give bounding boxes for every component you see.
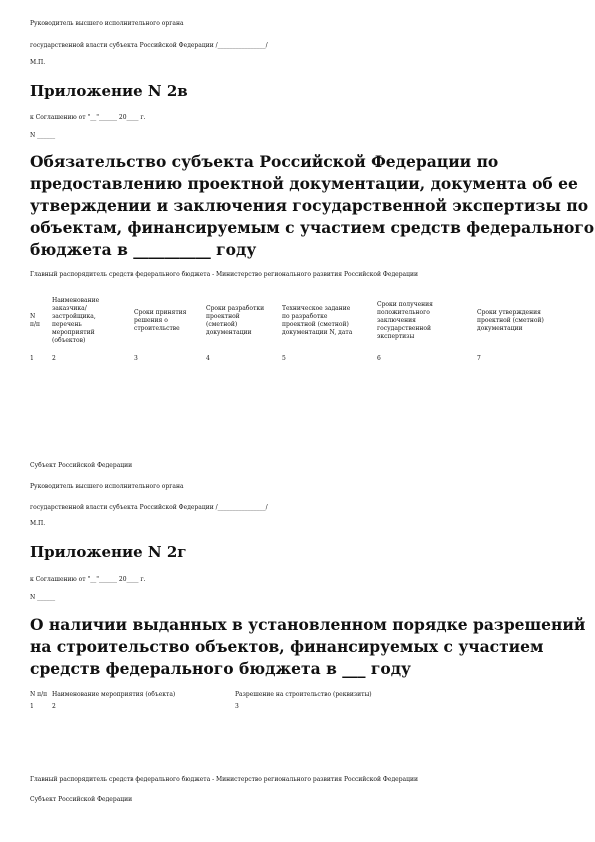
document-title-line: объектам, финансируемым с участием средств федерального — [30, 218, 595, 237]
stamp-mark: М.П. — [30, 520, 46, 527]
appendix-title: Приложение N 2г — [30, 543, 187, 561]
number-cell: 2 — [52, 355, 56, 362]
subject-line: Субъект Российской Федерации — [30, 796, 133, 803]
table-number-row — [30, 701, 430, 713]
header-cell: Наименование заказчика/ застройщика, перечень мероприятий (объектов) — [52, 297, 100, 344]
number-cell: 6 — [377, 355, 381, 362]
document-title-line: утверждении и заключения государственной экспертизы по — [30, 196, 589, 215]
document-title — [30, 151, 595, 261]
header-cell: Техническое задание по разработке проектной (сметной) документации N, дата — [282, 305, 353, 336]
document-title-line: предоставлению проектной документации, документа об ее — [30, 174, 578, 193]
header-cell: Сроки получения положительного заключения государственной экспертизы — [377, 301, 433, 340]
permits-table — [30, 689, 430, 713]
document-title-line: О наличии выданных в установленном порядке разрешений — [30, 615, 586, 634]
number-cell: 4 — [206, 355, 210, 362]
number-cell: 1 — [30, 703, 34, 710]
header-cell: Сроки разработки проектной (сметной) документации — [206, 305, 265, 336]
table-number-row — [30, 352, 565, 366]
number-line: N ______ — [30, 594, 56, 601]
agreement-ref: к Соглашению от "__"______ 20____ г. — [30, 576, 146, 583]
budget-manager-line: Главный распорядитель средств федерального бюджета - Министерство регионального развития Российской Федерации — [30, 271, 418, 278]
document-title-line: бюджета в __________ году — [30, 240, 257, 259]
subject-line: Субъект Российской Федерации — [30, 462, 133, 469]
head-line-2: государственной власти субъекта Российской Федерации /________________/ — [30, 42, 268, 49]
table-header-row — [30, 290, 565, 352]
number-cell: 1 — [30, 355, 34, 362]
obligations-table — [30, 290, 565, 366]
number-cell: 3 — [235, 703, 239, 710]
header-cell: N п/п — [30, 313, 41, 328]
stamp-mark: М.П. — [30, 59, 46, 66]
number-line: N ______ — [30, 132, 56, 139]
document-title — [30, 614, 586, 680]
head-line-2: государственной власти субъекта Российской Федерации /________________/ — [30, 504, 268, 511]
number-cell: 3 — [134, 355, 138, 362]
budget-manager-line: Главный распорядитель средств федерального бюджета - Министерство регионального развития Российской Федерации — [30, 776, 418, 783]
agreement-ref: к Соглашению от "__"______ 20____ г. — [30, 114, 146, 121]
number-cell: 2 — [52, 703, 56, 710]
table-header-row — [30, 689, 430, 701]
header-cell: Наименование мероприятия (объекта) — [52, 691, 176, 698]
header-cell: Сроки утверждения проектной (сметной) документации — [477, 309, 544, 332]
number-cell: 7 — [477, 355, 481, 362]
appendix-title: Приложение N 2в — [30, 82, 188, 100]
document-title-line: Обязательство субъекта Российской Федерации по — [30, 152, 499, 171]
head-line-1: Руководитель высшего исполнительного органа — [30, 483, 184, 490]
document-title-line: средств федерального бюджета в ___ году — [30, 659, 411, 678]
number-cell: 5 — [282, 355, 286, 362]
header-cell: N п/п — [30, 691, 48, 698]
head-line-1: Руководитель высшего исполнительного органа — [30, 20, 184, 27]
header-cell: Сроки принятия решения о строительстве — [134, 309, 187, 332]
document-title-line: на строительство объектов, финансируемых с участием — [30, 637, 544, 656]
header-cell: Разрешение на строительство (реквизиты) — [235, 691, 372, 698]
